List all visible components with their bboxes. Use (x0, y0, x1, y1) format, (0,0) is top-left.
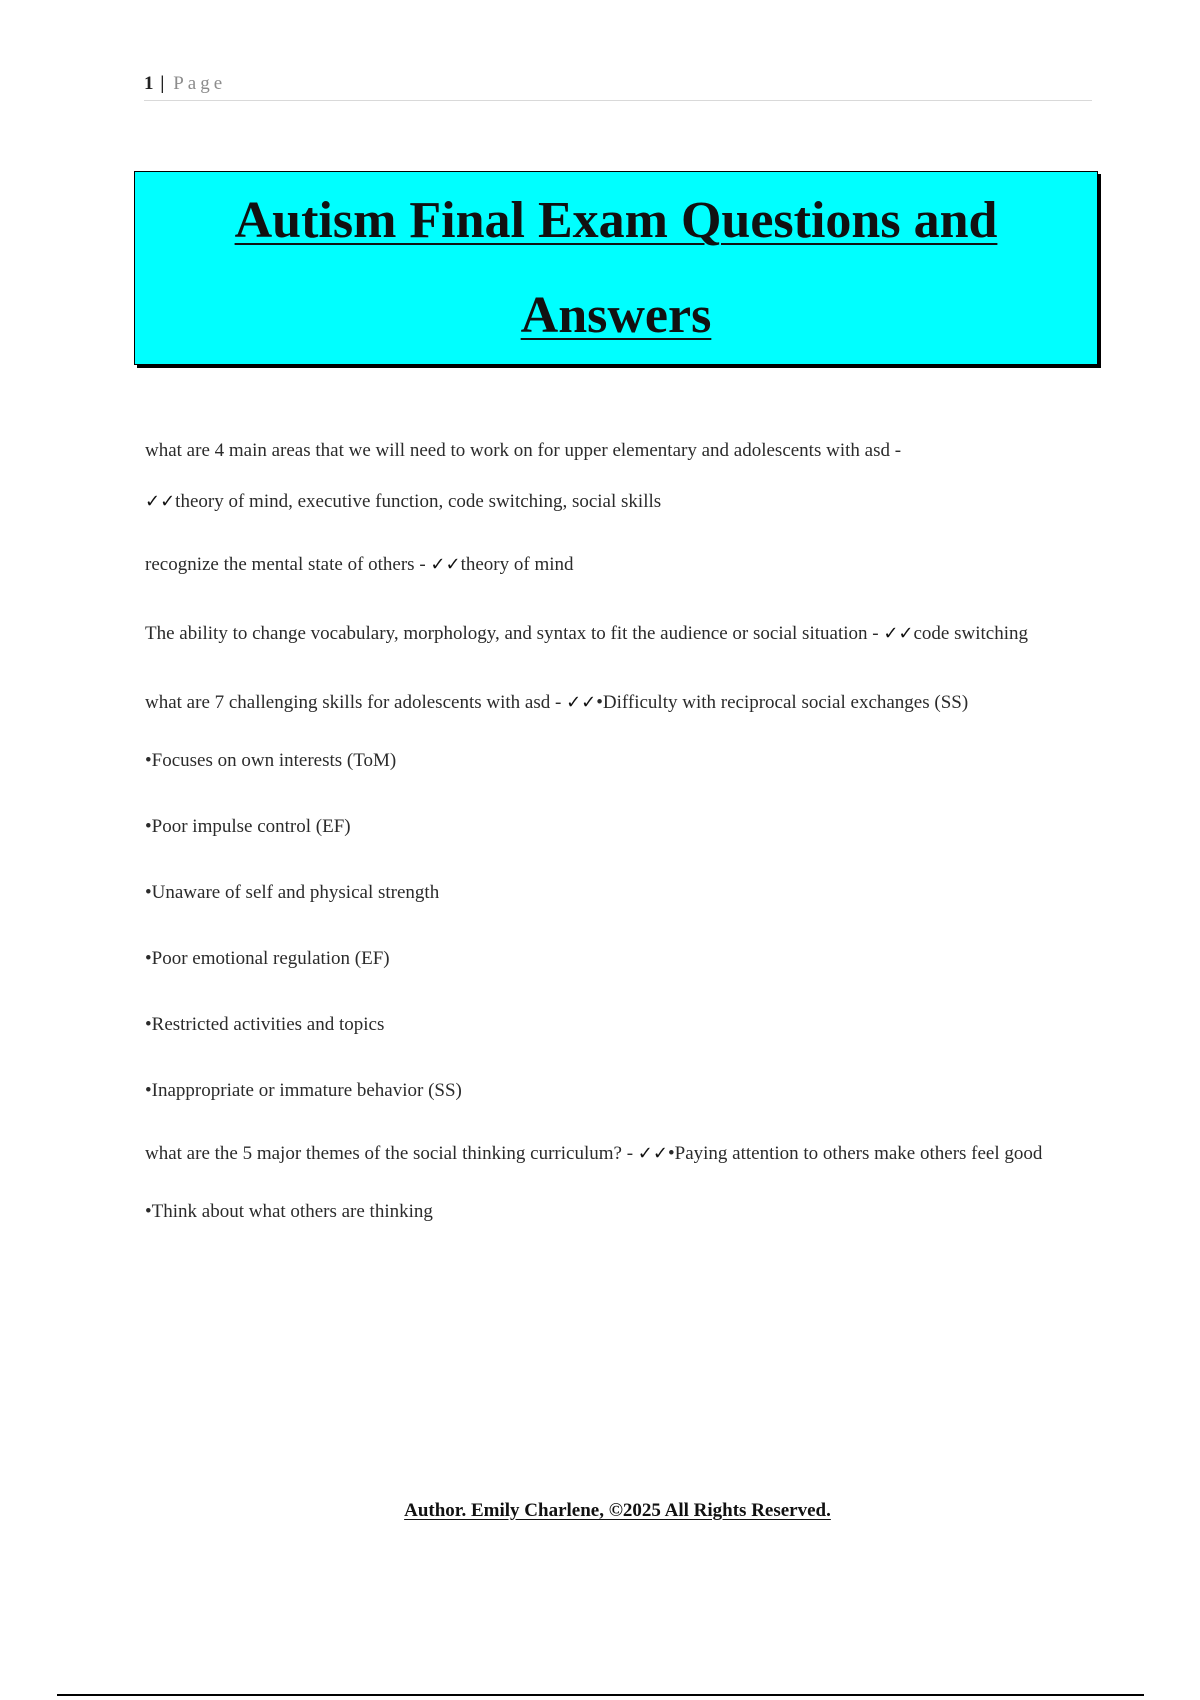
document-body (145, 425, 1095, 1245)
answer-text: theory of mind, executive function, code switching, social skills (175, 491, 662, 512)
list-item: •Focuses on own interests (ToM) (145, 750, 397, 771)
question-text: recognize the mental state of others - (145, 554, 431, 575)
answer-text: theory of mind (460, 554, 574, 575)
check-mark-icon: ✓✓ (566, 692, 597, 713)
check-mark-icon: ✓✓ (637, 1143, 668, 1164)
answer-text: code switching (913, 623, 1029, 644)
qa-item-3 (145, 608, 1095, 659)
question-text: what are the 5 major themes of the social thinking curriculum? - (145, 1143, 638, 1164)
page-header (144, 72, 1092, 101)
qa-item-5 (145, 1128, 1095, 1179)
bullet-list-2 (145, 1179, 1095, 1245)
bottom-divider (57, 1694, 1144, 1696)
check-mark-icon: ✓✓ (145, 491, 176, 512)
qa-item-1 (145, 425, 1095, 527)
list-item: •Poor impulse control (EF) (145, 816, 351, 837)
question-text: what are 4 main areas that we will need to work on for upper elementary and adolescents with asd - (145, 440, 902, 461)
page-number: 1 (144, 73, 154, 94)
list-item: •Restricted activities and topics (145, 1014, 385, 1035)
check-mark-icon: ✓✓ (883, 623, 914, 644)
question-text: what are 7 challenging skills for adolescents with asd - (145, 692, 567, 713)
title-banner (134, 171, 1098, 365)
answer-text: •Paying attention to others make others feel good (667, 1143, 1043, 1164)
author-footer: Author. Emily Charlene, ©2025 All Rights Reserved. (404, 1500, 831, 1521)
document-title: Autism Final Exam Questions and Answers (234, 192, 998, 344)
list-item: •Think about what others are thinking (145, 1201, 433, 1222)
question-text: The ability to change vocabulary, morphology, and syntax to fit the audience or social situation - (145, 623, 884, 644)
qa-item-4 (145, 677, 1095, 728)
answer-text: •Difficulty with reciprocal social exchanges (SS) (596, 692, 969, 713)
page-label: Page (173, 73, 227, 94)
list-item: •Poor emotional regulation (EF) (145, 948, 390, 969)
check-mark-icon: ✓✓ (430, 554, 461, 575)
list-item: •Unaware of self and physical strength (145, 882, 440, 903)
page-separator: | (160, 73, 165, 94)
list-item: •Inappropriate or immature behavior (SS) (145, 1080, 462, 1101)
bullet-list-1 (145, 728, 1095, 1124)
qa-item-2 (145, 539, 1095, 590)
